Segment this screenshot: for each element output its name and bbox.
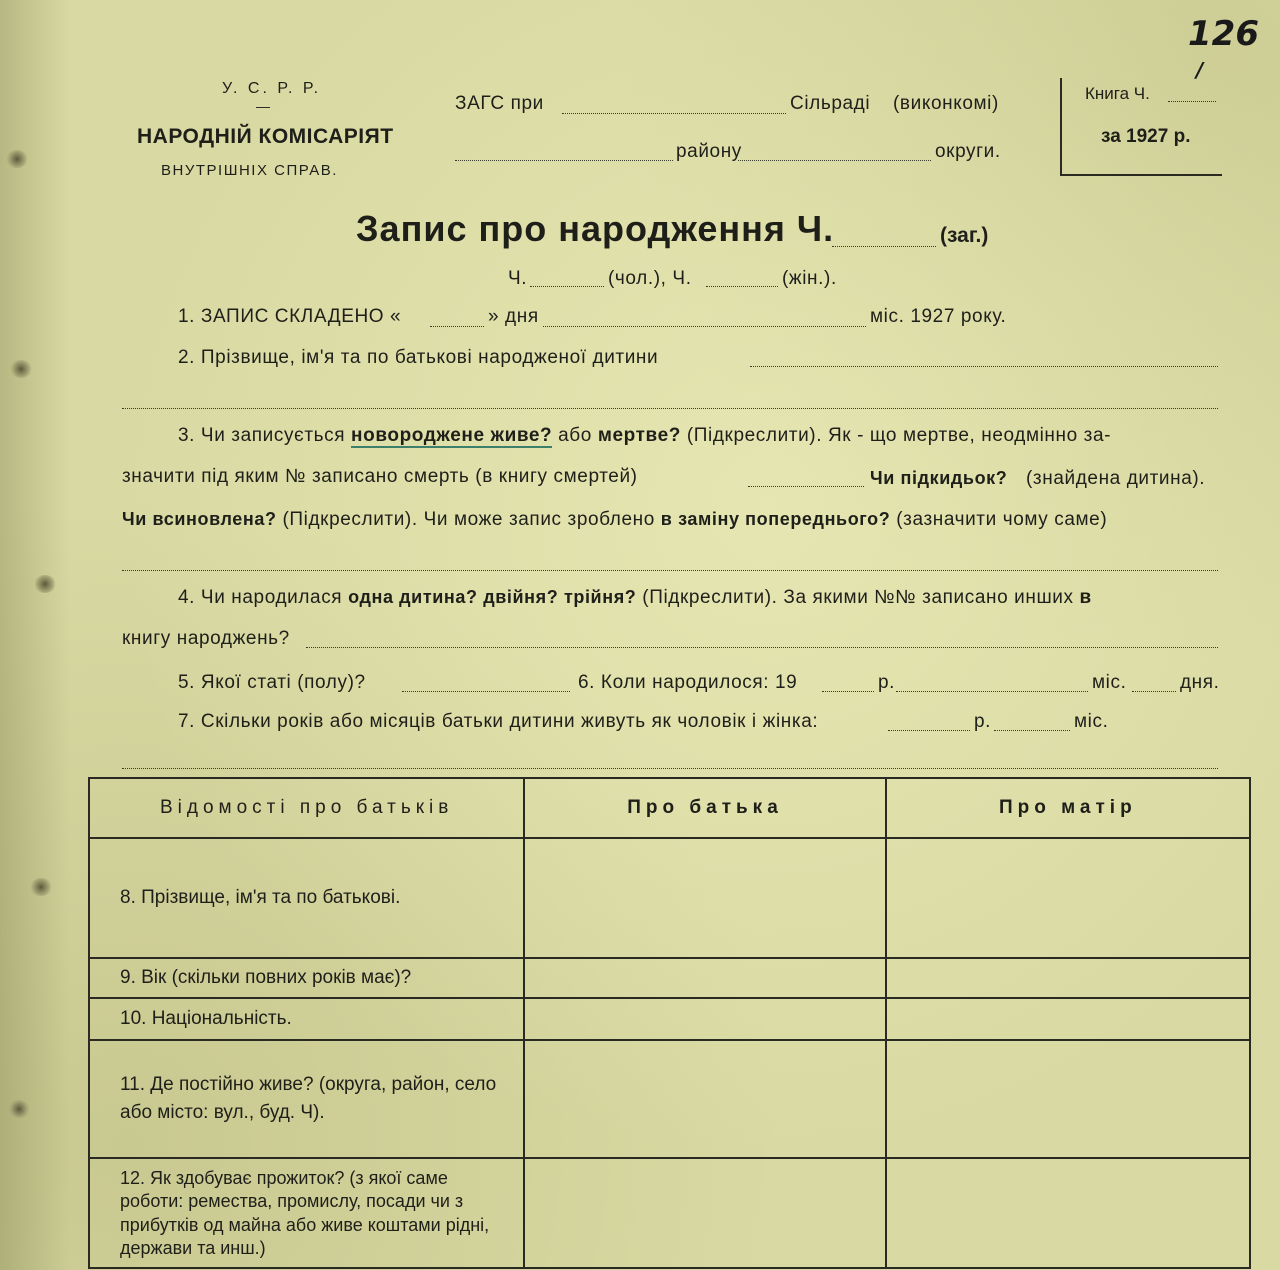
- option-born-alive: новороджене живе?: [351, 425, 553, 446]
- father-name-cell: [524, 838, 885, 958]
- table-header-row: [89, 778, 1250, 838]
- col-header-mother: Про матір: [886, 778, 1250, 838]
- item-6-year-field: [822, 691, 874, 692]
- book-number-ink: /: [1196, 58, 1204, 82]
- item-1-year-label: міс. 1927 року.: [870, 306, 1007, 327]
- item-3-reason-field: [122, 570, 1218, 571]
- row-label-name: 8. Прізвище, ім'я та по батькові.: [89, 838, 524, 958]
- table-row: [89, 958, 1250, 998]
- parents-table: [88, 777, 1251, 1269]
- item-7-years-field: [888, 730, 970, 731]
- item-1-prefix: 1. ЗАПИС СКЛАДЕНО «: [178, 306, 402, 327]
- item-6-month-field: [896, 691, 1088, 692]
- item-7-extra-field: [122, 768, 1218, 769]
- raion-label: району: [676, 141, 742, 162]
- father-livelihood-cell: [524, 1158, 885, 1268]
- item-6-day-field: [1132, 691, 1176, 692]
- department-title: ВНУТРІШНІХ СПРАВ.: [161, 162, 338, 179]
- item-2-label: 2. Прізвище, ім'я та по батькові народженої дитини: [178, 347, 659, 368]
- male-number-label: (чол.), Ч.: [608, 268, 692, 289]
- row-label-livelihood: 12. Як здобуває прожиток? (з якої саме роботи: ремества, промислу, посади чи з прибутків од майна або живе коштами рідні, держави та инш.): [89, 1158, 524, 1268]
- father-age-cell: [524, 958, 885, 998]
- father-nationality-cell: [524, 998, 885, 1040]
- mother-name-cell: [886, 838, 1250, 958]
- item-4-line2: книгу народжень?: [122, 628, 290, 649]
- raion-field: [455, 160, 673, 161]
- item-3-line3: Чи всиновлена? (Підкреслити). Чи може запис зроблено в заміну попереднього? (зазначити чому саме): [122, 509, 1108, 530]
- col-header-father: Про батька: [524, 778, 885, 838]
- record-title: Запис про народження Ч.: [356, 208, 835, 249]
- item-7-years-unit: р.: [974, 711, 992, 732]
- record-number-field: [832, 246, 936, 247]
- item-5-label: 5. Якої статі (полу)?: [178, 672, 366, 693]
- book-number-field: [1168, 101, 1216, 102]
- item-1-day-label: » дня: [488, 306, 539, 327]
- table-row: [89, 1158, 1250, 1268]
- republic-header: У. С. Р. Р.: [222, 80, 322, 97]
- male-number-field: [530, 286, 604, 287]
- male-number-prefix: Ч.: [508, 268, 528, 289]
- item-4-options: одна дитина? двійня? трійня?: [348, 587, 637, 607]
- row-label-nationality: 10. Національність.: [89, 998, 524, 1040]
- mother-residence-cell: [886, 1040, 1250, 1158]
- row-label-age: 9. Вік (скільки повних років має)?: [89, 958, 524, 998]
- item-3-line2: значити під яким № записано смерть (в книгу смертей): [122, 466, 638, 487]
- item-3-found-note: (знайдена дитина).: [1026, 468, 1206, 489]
- header-divider: —: [256, 98, 270, 114]
- row-label-residence: 11. Де постійно живе? (округа, район, село або місто: вул., буд. Ч).: [89, 1040, 524, 1158]
- item-5-sex-field: [402, 691, 570, 692]
- binding-hole: [10, 360, 32, 378]
- item-2-name-field: [750, 366, 1218, 367]
- item-2-name-field-cont: [122, 408, 1218, 409]
- book-label: Книга Ч.: [1085, 84, 1150, 103]
- item-6-month-unit: міс.: [1092, 672, 1127, 693]
- okruha-label: округи.: [935, 141, 1001, 162]
- option-born-dead: мертве?: [597, 425, 681, 446]
- col-header-info: Відомості про батьків: [89, 778, 524, 838]
- page-left-edge-shadow: [0, 0, 70, 1270]
- item-7-months-unit: міс.: [1074, 711, 1109, 732]
- zags-village-field: [562, 113, 786, 114]
- binding-hole: [34, 575, 56, 593]
- table-row: [89, 838, 1250, 958]
- binding-hole: [6, 150, 28, 168]
- mother-livelihood-cell: [886, 1158, 1250, 1268]
- item-6-label: 6. Коли народилося: 19: [578, 672, 798, 693]
- executive-label: (виконкомі): [893, 93, 999, 114]
- item-3-foundling: Чи підкидьок?: [870, 468, 1008, 488]
- mother-age-cell: [886, 958, 1250, 998]
- binding-hole: [30, 878, 52, 896]
- item-1-month-field: [543, 326, 866, 327]
- book-year: за 1927 р.: [1101, 126, 1191, 147]
- item-1-day-field: [430, 326, 484, 327]
- item-7-months-field: [994, 730, 1070, 731]
- item-3-line1: 3. Чи записується новороджене живе? або мертве? (Підкреслити). Як - що мертве, неодмінно за-: [178, 425, 1112, 446]
- table-row: [89, 1040, 1250, 1158]
- item-7-label: 7. Скільки років або місяців батьки дитини живуть як чоловік і жінка:: [178, 711, 819, 732]
- item-4-line1: 4. Чи народилася одна дитина? двійня? трійня? (Підкреслити). За якими №№ записано инших в: [178, 587, 1092, 608]
- page-number: 126: [1188, 14, 1259, 54]
- zags-label: ЗАГС при: [455, 93, 544, 114]
- female-number-label: (жін.).: [782, 268, 837, 289]
- item-6-year-unit: р.: [878, 672, 896, 693]
- commissariat-title: НАРОДНІЙ КОМІСАРІЯТ: [137, 125, 394, 148]
- father-residence-cell: [524, 1040, 885, 1158]
- female-number-field: [706, 286, 778, 287]
- okruha-field: [738, 160, 931, 161]
- table-row: [89, 998, 1250, 1040]
- council-label: Сільраді: [790, 93, 871, 114]
- item-6-day-unit: дня.: [1180, 672, 1220, 693]
- binding-hole: [8, 1100, 30, 1118]
- record-general-label: (заг.): [940, 224, 989, 247]
- item-4-numbers-field: [306, 647, 1218, 648]
- item-3-death-number-field: [748, 486, 864, 487]
- mother-nationality-cell: [886, 998, 1250, 1040]
